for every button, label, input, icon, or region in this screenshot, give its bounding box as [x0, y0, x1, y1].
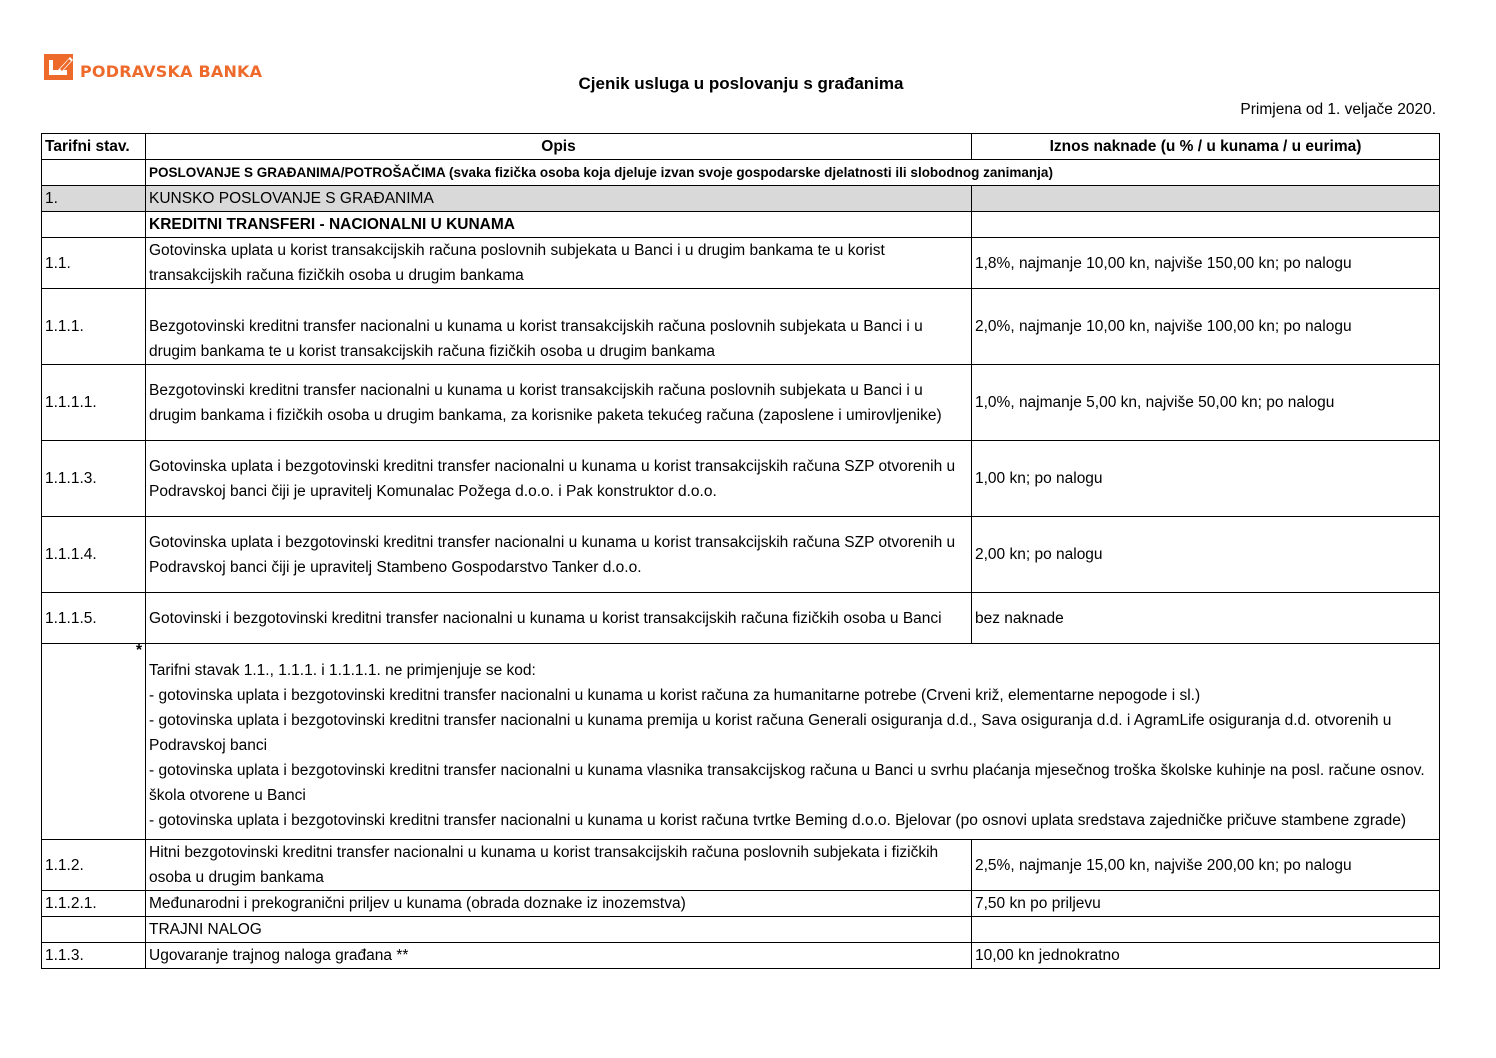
row-fee: 1,8%, najmanje 10,00 kn, najviše 150,00 kn; po nalogu	[972, 238, 1440, 289]
note-line: - gotovinska uplata i bezgotovinski kreditni transfer nacionalni u kunama premija u korist računa Generali osiguranja d.d., Sava osiguranja d.d. i AgramLife osiguranja d.d. otvorenih u Podravskoj banci	[149, 712, 1392, 754]
row-description: Gotovinska uplata u korist transakcijskih računa poslovnih subjekata u Banci i u drugim bankama te u korist transakcijskih računa fizičkih osoba u drugim bankama	[146, 238, 972, 289]
row-code: 1.1.1.	[42, 289, 146, 365]
table-row	[42, 365, 1440, 441]
row-code: 1.1.	[42, 238, 146, 289]
cell-fee	[972, 186, 1440, 212]
fee-table	[41, 133, 1440, 969]
row-code: 1.1.2.1.	[42, 891, 146, 917]
table-row	[42, 238, 1440, 289]
row-code: 1.1.1.1.	[42, 365, 146, 441]
subgroup-label: KREDITNI TRANSFERI - NACIONALNI U KUNAMA	[146, 212, 972, 238]
subgroup-label: TRAJNI NALOG	[146, 917, 972, 943]
column-header-code: Tarifni stav.	[42, 134, 146, 160]
group-row	[42, 186, 1440, 212]
table-row	[42, 840, 1440, 891]
row-code: 1.1.2.	[42, 840, 146, 891]
note-line: - gotovinska uplata i bezgotovinski kreditni transfer nacionalni u kunama u korist računa tvrtke Beming d.o.o. Bjelovar (po osnovi uplata sredstava zajedničke pričuve stambene zgrade)	[149, 812, 1407, 829]
logo-text: PODRAVSKA BANKA	[80, 62, 263, 81]
row-code: 1.1.1.3.	[42, 441, 146, 517]
cell-code	[42, 212, 146, 238]
cell-code	[42, 917, 146, 943]
row-code: 1.1.1.5.	[42, 593, 146, 644]
table-row	[42, 289, 1440, 365]
cell-fee	[972, 212, 1440, 238]
row-description: Ugovaranje trajnog naloga građana **	[146, 943, 972, 969]
subgroup-row	[42, 212, 1440, 238]
row-fee: 1,0%, najmanje 5,00 kn, najviše 50,00 kn; po nalogu	[972, 365, 1440, 441]
row-description: Bezgotovinski kreditni transfer nacionalni u kunama u korist transakcijskih računa poslovnih subjekata u Banci i u drugim bankama te u korist transakcijskih računa fizičkih osoba u drugim bankama	[146, 289, 972, 365]
row-description: Gotovinski i bezgotovinski kreditni transfer nacionalni u kunama u korist transakcijskih računa fizičkih osoba u Banci	[146, 593, 972, 644]
table-row	[42, 943, 1440, 969]
row-code: 1.1.3.	[42, 943, 146, 969]
cell-code	[42, 160, 146, 186]
note-line: - gotovinska uplata i bezgotovinski kreditni transfer nacionalni u kunama vlasnika transakcijskog računa u Banci u svrhu plaćanja mjesečnog troška školske kuhinje na posl. račune osnov. škola otvorene u Banci	[149, 762, 1425, 804]
row-fee: 1,00 kn; po nalogu	[972, 441, 1440, 517]
note-row	[42, 644, 1440, 840]
row-fee: 2,00 kn; po nalogu	[972, 517, 1440, 593]
page-title: Cjenik usluga u poslovanju s građanima	[578, 74, 904, 93]
note-content	[146, 644, 1440, 840]
row-description: Gotovinska uplata i bezgotovinski kreditni transfer nacionalni u kunama u korist transakcijskih računa SZP otvorenih u Podravskoj banci čiji je upravitelj Stambeno Gospodarstvo Tanker d.o.o.	[146, 517, 972, 593]
subgroup-row	[42, 917, 1440, 943]
row-code: 1.1.1.4.	[42, 517, 146, 593]
note-line: - gotovinska uplata i bezgotovinski kreditni transfer nacionalni u kunama u korist računa za humanitarne potrebe (Crveni križ, elementarne nepogode i sl.)	[149, 687, 1201, 704]
table-row	[42, 441, 1440, 517]
row-fee: bez naknade	[972, 593, 1440, 644]
note-line: Tarifni stavak 1.1., 1.1.1. i 1.1.1.1. ne primjenjuje se kod:	[149, 662, 536, 679]
cell-fee	[972, 917, 1440, 943]
row-fee: 2,5%, najmanje 15,00 kn, najviše 200,00 kn; po nalogu	[972, 840, 1440, 891]
group-code: 1.	[42, 186, 146, 212]
row-description: Bezgotovinski kreditni transfer nacionalni u kunama u korist transakcijskih računa poslovnih subjekata u Banci i u drugim bankama i fizičkih osoba u drugim bankama, za korisnike paketa tekućeg računa (zaposlene i umirovljenike)	[146, 365, 972, 441]
table-header-row	[42, 134, 1440, 160]
row-description: Gotovinska uplata i bezgotovinski kreditni transfer nacionalni u kunama u korist transakcijskih računa SZP otvorenih u Podravskoj banci čiji je upravitelj Komunalac Požega d.o.o. i Pak konstruktor d.o.o.	[146, 441, 972, 517]
row-fee: 2,0%, najmanje 10,00 kn, najviše 100,00 kn; po nalogu	[972, 289, 1440, 365]
column-header-description: Opis	[146, 134, 972, 160]
row-fee: 7,50 kn po priljevu	[972, 891, 1440, 917]
group-label: KUNSKO POSLOVANJE S GRAĐANIMA	[146, 186, 972, 212]
section-header: POSLOVANJE S GRAĐANIMA/POTROŠAČIMA (svaka fizička osoba koja djeluje izvan svoje gospodarske djelatnosti ili slobodnog zanimanja)	[146, 160, 1440, 186]
table-row	[42, 891, 1440, 917]
column-header-fee: Iznos naknade (u % / u kunama / u eurima)	[972, 134, 1440, 160]
section-header-row	[42, 160, 1440, 186]
table-row	[42, 593, 1440, 644]
row-description: Međunarodni i prekogranični priljev u kunama (obrada doznake iz inozemstva)	[146, 891, 972, 917]
table-row	[42, 517, 1440, 593]
note-marker: *	[42, 644, 146, 840]
row-fee: 10,00 kn jednokratno	[972, 943, 1440, 969]
row-description: Hitni bezgotovinski kreditni transfer nacionalni u kunama u korist transakcijskih računa poslovnih subjekata i fizičkih osoba u drugim bankama	[146, 840, 972, 891]
valid-from-date: Primjena od 1. veljače 2020.	[1240, 101, 1436, 118]
